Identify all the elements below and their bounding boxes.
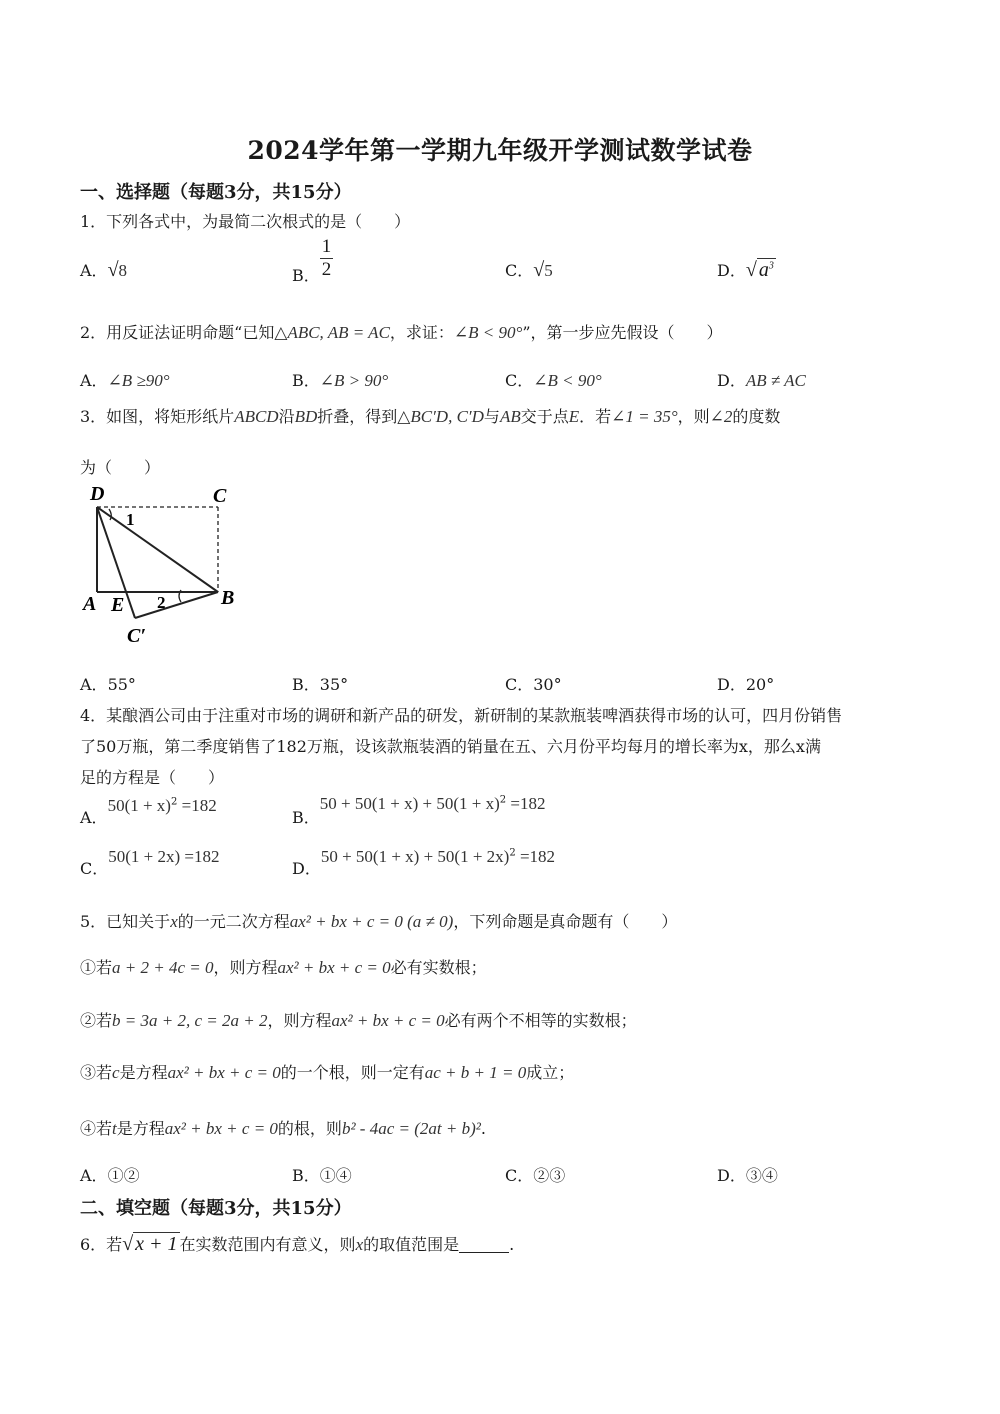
q3-option-d[interactable]: D．20° — [717, 675, 775, 694]
q3-stem: 3．如图，将矩形纸片ABCD沿BD折叠，得到△BC′D, C′D与AB交于点E．若∠1 = 35°，则∠2的度数 — [80, 407, 781, 426]
sqrt-expr: √ x + 1 — [122, 1233, 178, 1255]
q4-stem-line2: 了50万瓶，第二季度销售了182万瓶，设该款瓶装酒的销量在五、六月份平均每月的增长率为x，那么x满 — [80, 737, 821, 756]
option-label: C． — [505, 261, 534, 280]
q3-option-c[interactable]: C．30° — [505, 675, 562, 694]
section-heading-fill: 二、填空题（每题3分，共15分） — [80, 1198, 352, 1219]
q2-option-b[interactable]: B．∠B > 90° — [292, 371, 389, 390]
q3-figure — [80, 480, 245, 650]
section-heading-choice: 一、选择题（每题3分，共15分） — [80, 182, 352, 203]
q1-option-b[interactable] — [292, 236, 333, 286]
page-title: 2024学年第一学期九年级开学测试数学试卷 — [247, 136, 753, 165]
q5-option-c[interactable]: C．②③ — [505, 1166, 566, 1185]
label-angle-2: 2 — [157, 593, 166, 612]
line-db — [97, 507, 218, 592]
label-d: D — [90, 483, 105, 505]
q3-stem-line2: 为（ ） — [80, 458, 161, 477]
q2-stem: 2．用反证法证明命题“已知△ABC, AB = AC，求证：∠B < 90°”，第一步应先假设（ ） — [80, 323, 723, 342]
q2-claim: ∠B < 90° — [453, 323, 523, 342]
q4-option-b[interactable]: B．$50 + 50(1 + x) + 50(1 + x)^2 =182$ — [292, 794, 546, 827]
q1-option-a[interactable] — [80, 258, 127, 282]
answer-blank[interactable] — [459, 1252, 509, 1253]
label-e: E — [111, 594, 125, 616]
q6-stem: 6．若√ x + 1 在实数范围内有意义，则x的取值范围是 . — [80, 1233, 515, 1255]
q4-stem-line1: 4．某酿酒公司由于注重对市场的调研和新产品的研发，新研制的某款瓶装啤酒获得市场的认可，四月份销售 — [80, 706, 843, 725]
line-c-prime-b — [135, 592, 218, 618]
q5-stem: 5．已知关于x的一元二次方程ax² + bx + c = 0 (a ≠ 0)，下列命题是真命题有（ ） — [80, 912, 678, 931]
q1-option-d[interactable] — [717, 258, 776, 282]
fraction-expr: $\frac{1}{2}$ — [321, 236, 332, 280]
q5-item-2: ②若b = 3a + 2, c = 2a + 2，则方程ax² + bx + c = 0必有两个不相等的实数根； — [80, 1011, 637, 1030]
label-a: A — [83, 593, 97, 615]
sqrt-expr: √ $a^3$ — [745, 259, 774, 281]
option-label: B． — [292, 266, 320, 285]
option-label: A． — [80, 261, 108, 280]
q5-option-a[interactable]: A．①② — [80, 1166, 140, 1185]
option-label: D． — [717, 261, 746, 280]
label-b: B — [221, 587, 235, 609]
q4-option-a[interactable]: A．$50(1 + x)^2 =182$ — [80, 796, 217, 827]
q2-option-a[interactable]: A．∠B ≥90° — [80, 371, 170, 390]
q4-option-c[interactable]: C．50(1 + 2x) =182 — [80, 847, 220, 878]
q1-stem: 1．下列各式中，为最简二次根式的是（ ） — [80, 212, 411, 231]
q2-option-c[interactable]: C．∠B < 90° — [505, 371, 602, 390]
q2-option-d[interactable]: D．AB ≠ AC — [717, 371, 806, 390]
q3-option-a[interactable]: A．55° — [80, 675, 136, 694]
q1-option-c[interactable] — [505, 258, 553, 282]
sqrt-expr: √5 — [533, 259, 553, 281]
q2-condition: △ABC, AB = AC — [274, 323, 390, 342]
sqrt-expr: √8 — [107, 259, 128, 281]
q5-item-4: ④若t是方程ax² + bx + c = 0的根，则b² - 4ac = (2at + b)². — [80, 1119, 486, 1138]
q5-option-b[interactable]: B．①④ — [292, 1166, 352, 1185]
q4-stem-line3: 足的方程是（ ） — [80, 768, 225, 787]
q3-option-b[interactable]: B．35° — [292, 675, 349, 694]
label-c-prime: C′ — [127, 625, 146, 647]
q5-option-d[interactable]: D．③④ — [717, 1166, 778, 1185]
q5-item-1: ①若a + 2 + 4c = 0，则方程ax² + bx + c = 0必有实数根； — [80, 958, 487, 977]
label-angle-1: 1 — [126, 510, 135, 529]
label-c: C — [213, 485, 227, 507]
q4-option-d[interactable]: D．$50 + 50(1 + x) + 50(1 + 2x)^2 =182$ — [292, 847, 556, 878]
angle-arc-2 — [179, 590, 181, 602]
q5-item-3: ③若c是方程ax² + bx + c = 0的一个根，则一定有ac + b + 1 = 0成立； — [80, 1063, 575, 1082]
